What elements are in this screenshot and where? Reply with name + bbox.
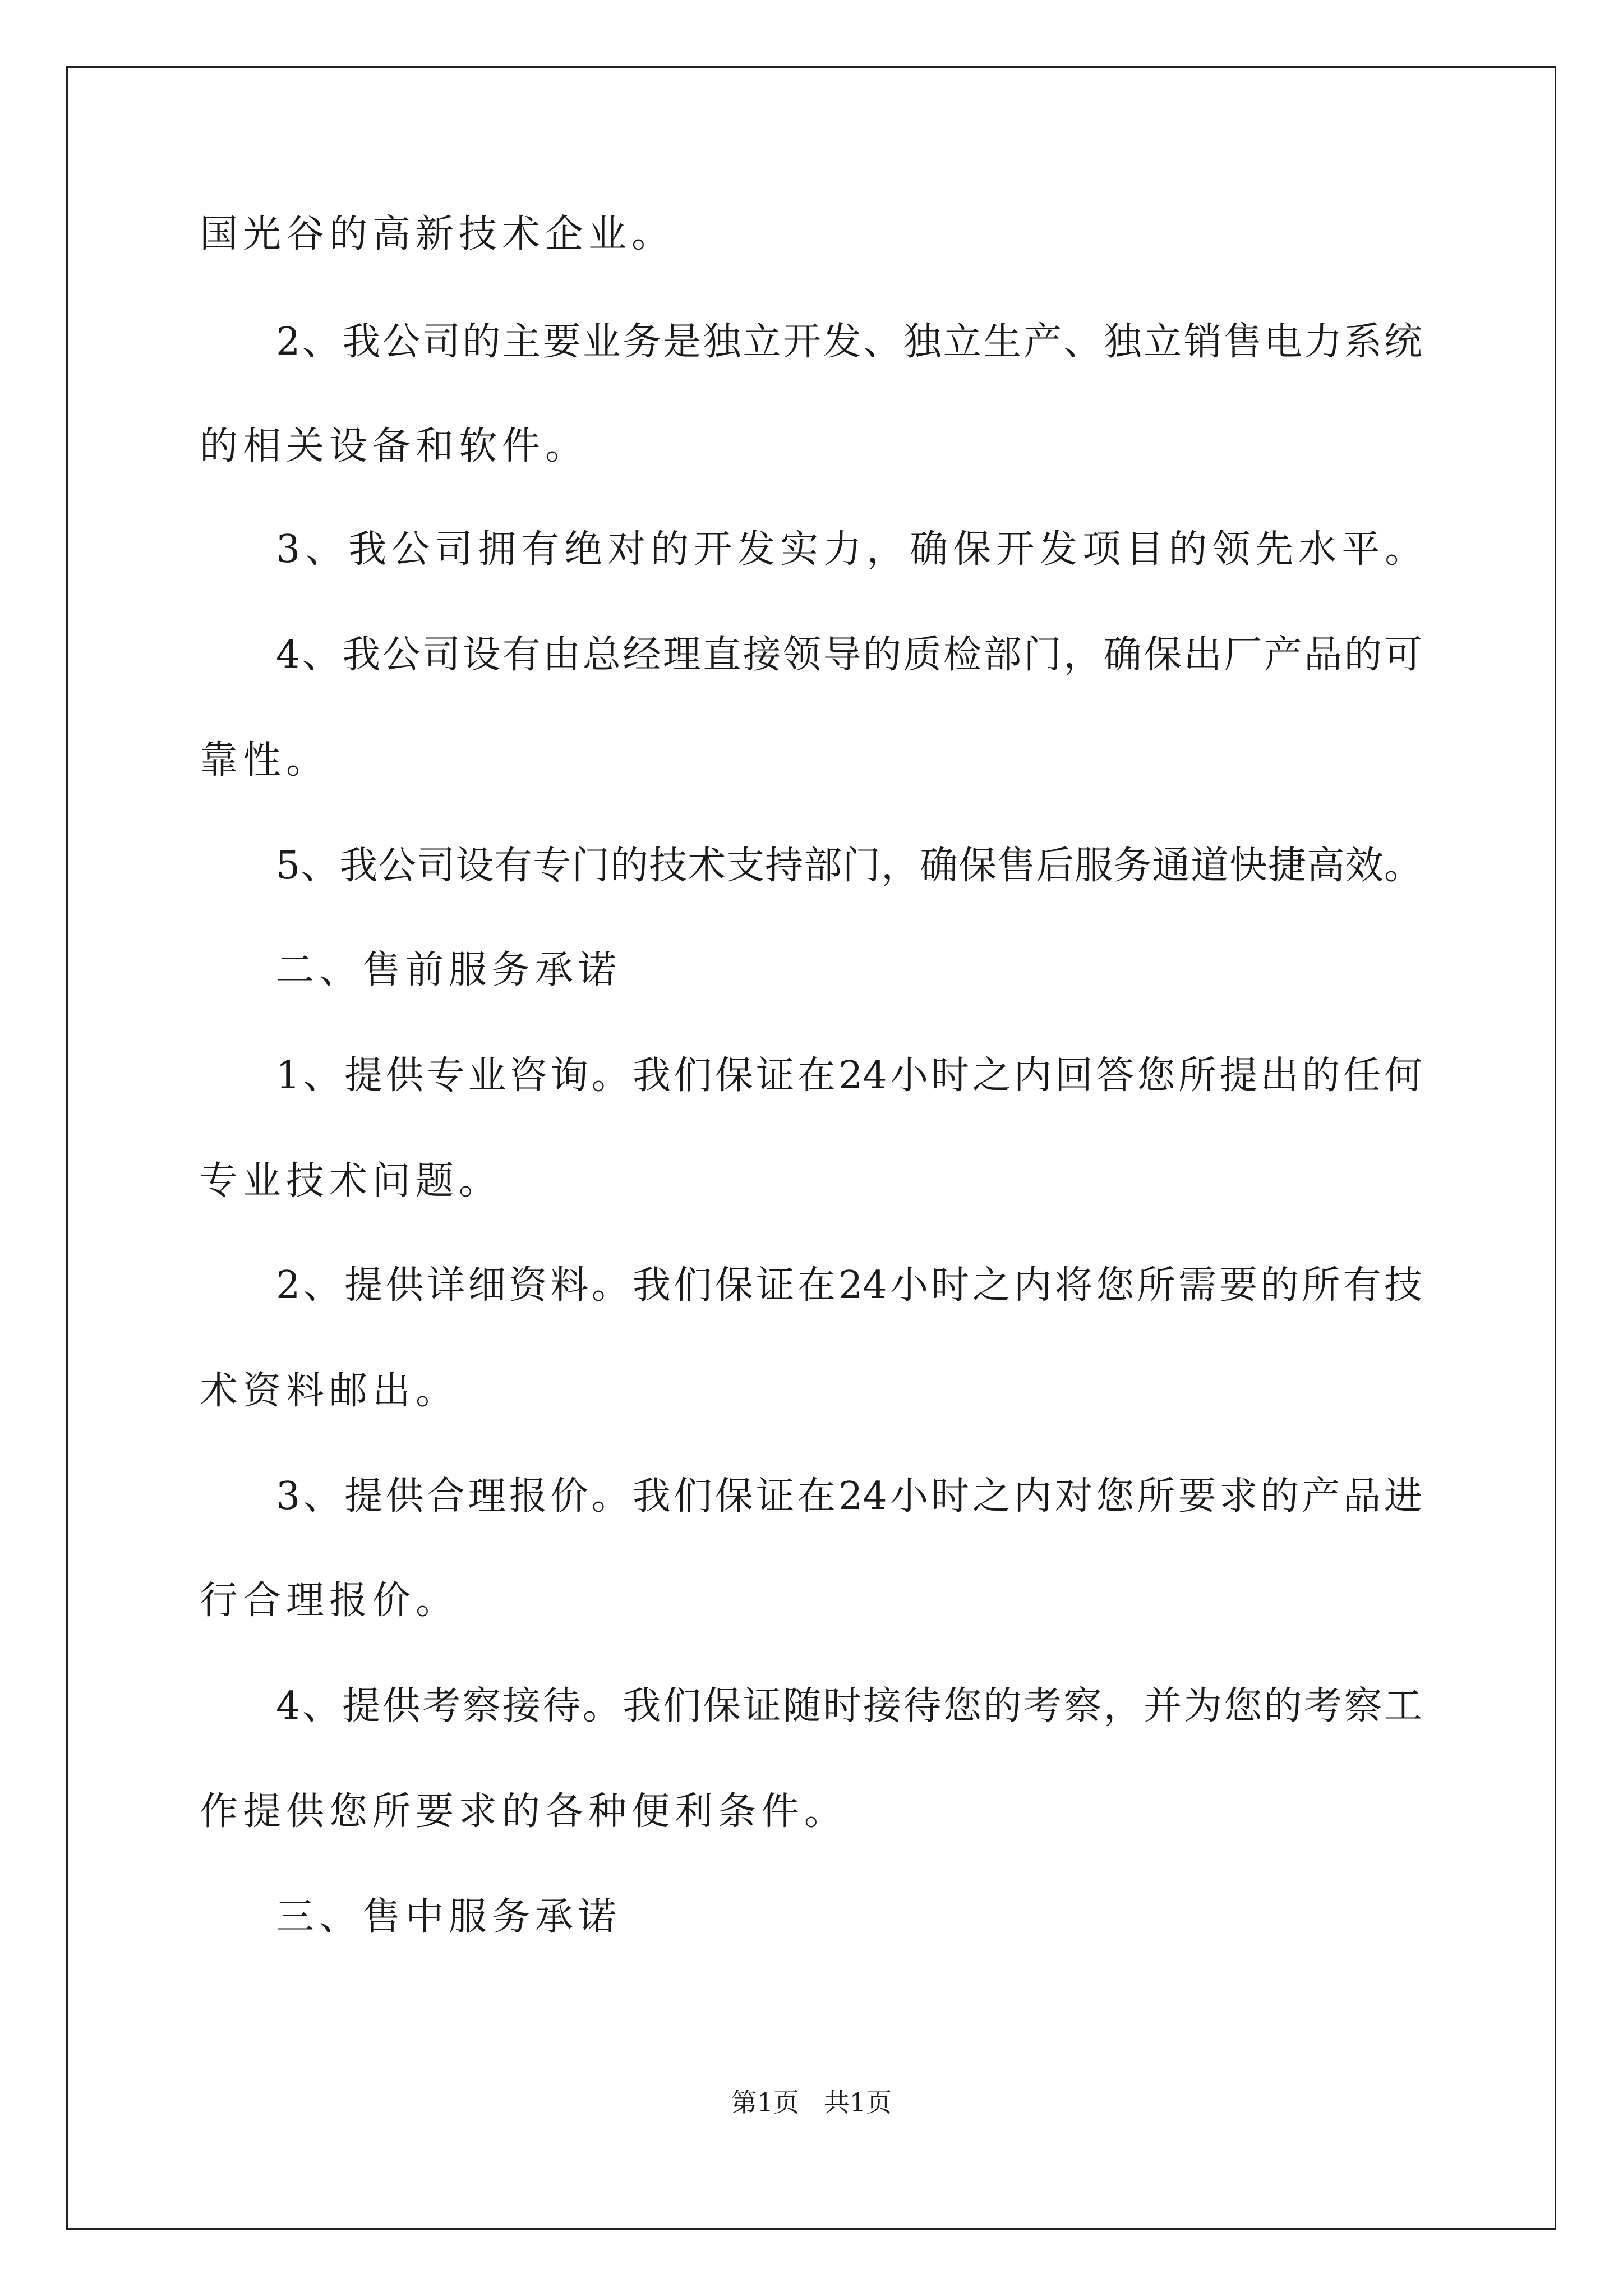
paragraph-line: 国光谷的高新技术企业。 — [200, 212, 675, 256]
paragraph-line: 的相关设备和软件。 — [200, 424, 589, 468]
paragraph-line: 4、提供考察接待。我们保证随时接待您的考察，并为您的考察工 — [276, 1684, 1422, 1728]
page-number-footer: 第1页 共1页 — [731, 2087, 892, 2118]
paragraph-line: 4、我公司设有由总经理直接领导的质检部门，确保出厂产品的可 — [276, 633, 1422, 677]
paragraph-line: 靠性。 — [200, 738, 330, 783]
paragraph-line: 3、我公司拥有绝对的开发实力，确保开发项目的领先水平。 — [276, 527, 1428, 572]
paragraph-line: 5、我公司设有专门的技术支持部门，确保售后服务通道快捷高效。 — [276, 844, 1422, 888]
section-heading: 二、售前服务承诺 — [276, 948, 622, 992]
paragraph-line: 专业技术问题。 — [200, 1159, 502, 1203]
section-heading: 三、售中服务承诺 — [276, 1895, 622, 1939]
paragraph-line: 行合理报价。 — [200, 1579, 459, 1623]
paragraph-line: 作提供您所要求的各种便利条件。 — [200, 1789, 848, 1834]
paragraph-line: 术资料邮出。 — [200, 1369, 459, 1413]
paragraph-line: 2、我公司的主要业务是独立开发、独立生产、独立销售电力系统 — [276, 320, 1422, 364]
paragraph-line: 1、提供专业咨询。我们保证在24小时之内回答您所提出的任何 — [276, 1053, 1422, 1098]
paragraph-line: 2、提供详细资料。我们保证在24小时之内将您所需要的所有技 — [276, 1263, 1422, 1308]
paragraph-line: 3、提供合理报价。我们保证在24小时之内对您所要求的产品进 — [276, 1474, 1422, 1519]
